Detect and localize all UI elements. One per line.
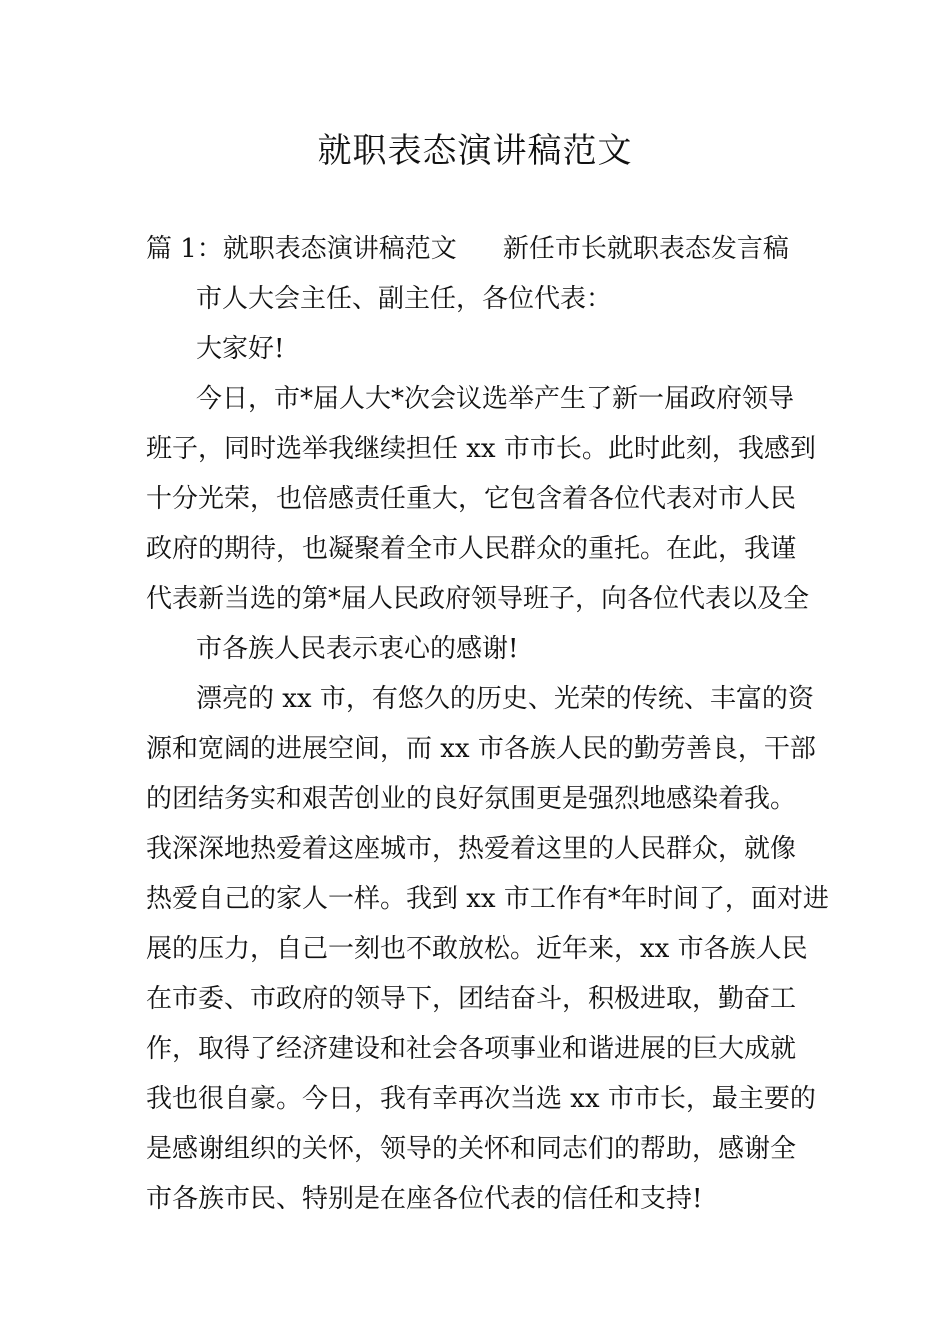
paragraph-line: 政府的期待，也凝聚着全市人民群众的重托。在此，我谨 bbox=[146, 534, 797, 564]
section-heading-left: 篇 1：就职表态演讲稿范文 bbox=[146, 234, 457, 264]
paragraph-line: 漂亮的 xx 市，有悠久的历史、光荣的传统、丰富的资 bbox=[196, 684, 814, 714]
paragraph-line: 代表新当选的第*届人民政府领导班子，向各位代表以及全 bbox=[146, 584, 810, 614]
section-heading-right: 新任市长就职表态发言稿 bbox=[502, 234, 789, 264]
paragraph-line: 市各族人民表示衷心的感谢! bbox=[196, 634, 519, 664]
section-heading bbox=[146, 231, 789, 267]
paragraph-line: 班子，同时选举我继续担任 xx 市市长。此时此刻，我感到 bbox=[146, 434, 816, 464]
paragraph-line: 是感谢组织的关怀，领导的关怀和同志们的帮助，感谢全 bbox=[146, 1134, 797, 1164]
greeting-line: 大家好! bbox=[196, 334, 285, 364]
paragraph-line: 我深深地热爱着这座城市，热爱着这里的人民群众，就像 bbox=[146, 834, 797, 864]
paragraph-line: 市各族市民、特别是在座各位代表的信任和支持! bbox=[146, 1184, 703, 1214]
paragraph-line: 作，取得了经济建设和社会各项事业和谐进展的巨大成就 bbox=[146, 1034, 797, 1064]
paragraph-line: 展的压力，自己一刻也不敢放松。近年来，xx 市各族人民 bbox=[146, 934, 808, 964]
salutation-line: 市人大会主任、副主任，各位代表： bbox=[196, 284, 613, 314]
paragraph-line: 源和宽阔的进展空间，而 xx 市各族人民的勤劳善良，干部 bbox=[146, 734, 816, 764]
paragraph-line: 热爱自己的家人一样。我到 xx 市工作有*年时间了，面对进 bbox=[146, 884, 829, 914]
paragraph-line: 十分光荣，也倍感责任重大，它包含着各位代表对市人民 bbox=[146, 484, 797, 514]
paragraph-line: 的团结务实和艰苦创业的良好氛围更是强烈地感染着我。 bbox=[146, 784, 797, 814]
document-title: 就职表态演讲稿范文 bbox=[317, 131, 633, 171]
paragraph-line: 今日，市*届人大*次会议选举产生了新一届政府领导 bbox=[196, 384, 795, 414]
paragraph-line: 在市委、市政府的领导下，团结奋斗，积极进取，勤奋工 bbox=[146, 984, 797, 1014]
paragraph-line: 我也很自豪。今日，我有幸再次当选 xx 市市长，最主要的 bbox=[146, 1084, 816, 1114]
